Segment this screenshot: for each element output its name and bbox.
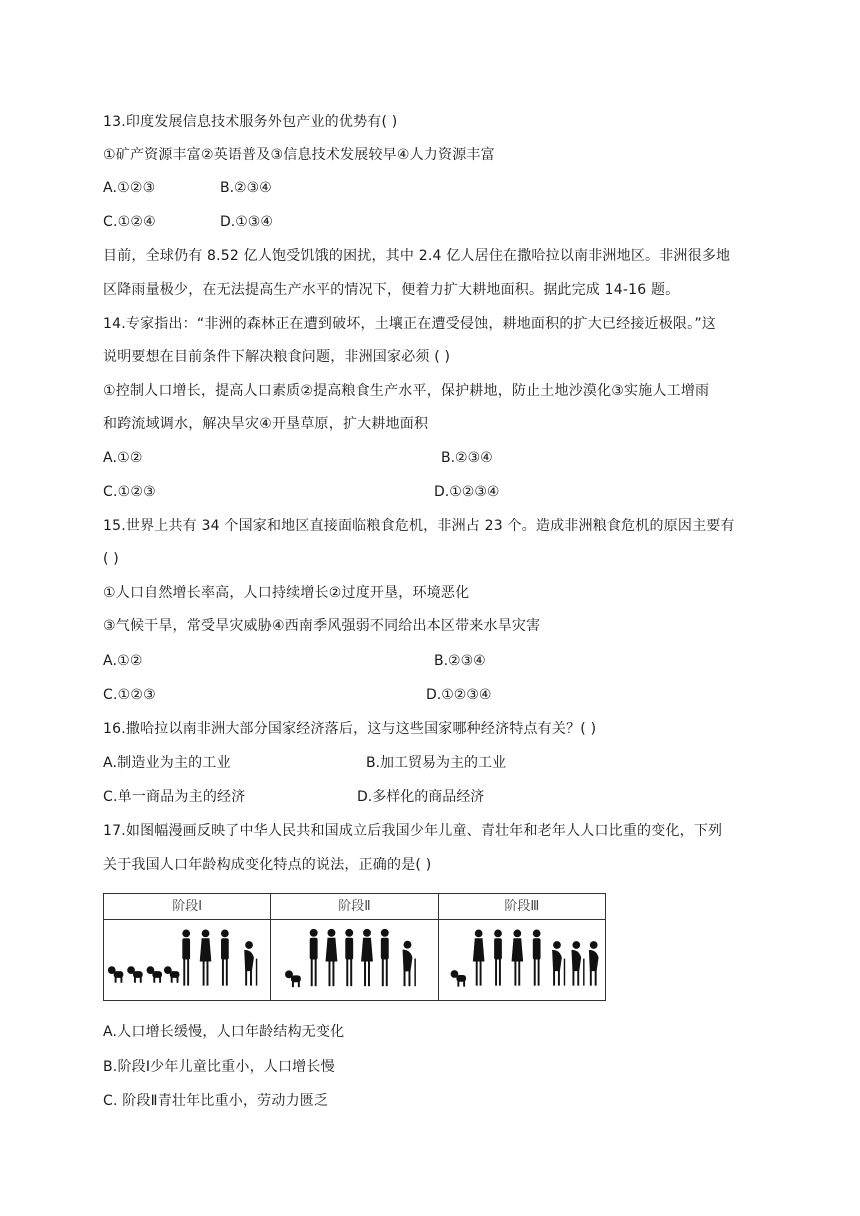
q16-option-c: C.单一商品为主的经济 [103,789,246,805]
stage-3-label: 阶段Ⅲ [439,894,605,920]
q16-stem: 16.撒哈拉以南非洲大部分国家经济落后，这与这些国家哪种经济特点有关？( ) [103,721,597,737]
q13-option-d: D.①③④ [220,214,273,230]
q15-option-a: A.①② [103,653,143,669]
q16-option-b: B.加工贸易为主的工业 [366,755,507,771]
q13-option-b: B.②③④ [220,180,272,196]
q15-option-b: B.②③④ [434,653,486,669]
q16-option-a: A.制造业为主的工业 [103,755,231,771]
q15-stem-line-2: ( ) [103,551,119,567]
stage-1-figures [104,921,270,1000]
stage-2-label: 阶段Ⅱ [271,894,437,920]
q17-stem-line-2: 关于我国人口年龄构成变化特点的说法，正确的是( ) [103,857,432,873]
stage-3-figures [439,921,605,1000]
q14-stem-line-1: 14.专家指出：“非洲的森林正在遭到破坏，土壤正在遭受侵蚀，耕地面积的扩大已经接近极限。”这 [103,316,716,332]
q15-stem-line-1: 15.世界上共有 34 个国家和地区直接面临粮食危机，非洲占 23 个。造成非洲粮食危机的原因主要有 [103,518,735,534]
q17-stem-line-1: 17.如图幅漫画反映了中华人民共和国成立后我国少年儿童、青壮年和老年人人口比重的变化，下列 [103,823,723,839]
stage-2-panel [271,894,438,1000]
q16-option-d: D.多样化的商品经济 [357,789,485,805]
q15-items-line-1: ①人口自然增长率高，人口持续增长②过度开垦，环境恶化 [103,585,470,601]
q14-option-a: A.①② [103,450,143,466]
material-line-1: 目前，全球仍有 8.52 亿人饱受饥饿的困扰，其中 2.4 亿人居住在撒哈拉以南非洲地区。非洲很多地 [103,248,731,264]
stage-3-people-icon [439,921,605,1000]
q15-option-d: D.①②③④ [426,687,492,703]
q14-option-b: B.②③④ [441,450,493,466]
q14-items-line-2: 和跨流域调水，解决旱灾④开垦草原，扩大耕地面积 [103,416,429,432]
q15-items-line-2: ③气候干旱，常受旱灾威胁④西南季风强弱不同给出本区带来水旱灾害 [103,618,541,634]
q13-option-c: C.①②④ [103,214,156,230]
q14-stem-line-2: 说明要想在目前条件下解决粮食问题，非洲国家必须 ( ) [103,349,451,365]
stage-1-panel [104,894,271,1000]
q17-option-c: C. 阶段Ⅱ青壮年比重小，劳动力匮乏 [103,1093,329,1109]
q17-option-b: B.阶段Ⅰ少年儿童比重小，人口增长慢 [103,1059,335,1075]
q14-items-line-1: ①控制人口增长，提高人口素质②提高粮食生产水平，保护耕地，防止土地沙漠化③实施人工增雨 [103,383,710,399]
q13-option-a: A.①②③ [103,180,156,196]
q15-option-c: C.①②③ [103,687,156,703]
stage-1-label: 阶段Ⅰ [104,894,270,920]
stage-3-panel [439,894,605,1000]
material-line-2: 区降雨量极少，在无法提高生产水平的情况下，便着力扩大耕地面积。据此完成 14-16 题。 [103,282,680,298]
q14-option-d: D.①②③④ [434,484,500,500]
age-structure-cartoon [103,893,606,1001]
stage-1-people-icon [104,921,270,1000]
q13-items: ①矿产资源丰富②英语普及③信息技术发展较早④人力资源丰富 [103,147,495,163]
q14-option-c: C.①②③ [103,484,156,500]
stage-2-people-icon [271,921,437,1000]
q17-option-a: A.人口增长缓慢，人口年龄结构无变化 [103,1024,345,1040]
stage-2-figures [271,921,437,1000]
q13-stem: 13.印度发展信息技术服务外包产业的优势有( ) [103,114,398,130]
